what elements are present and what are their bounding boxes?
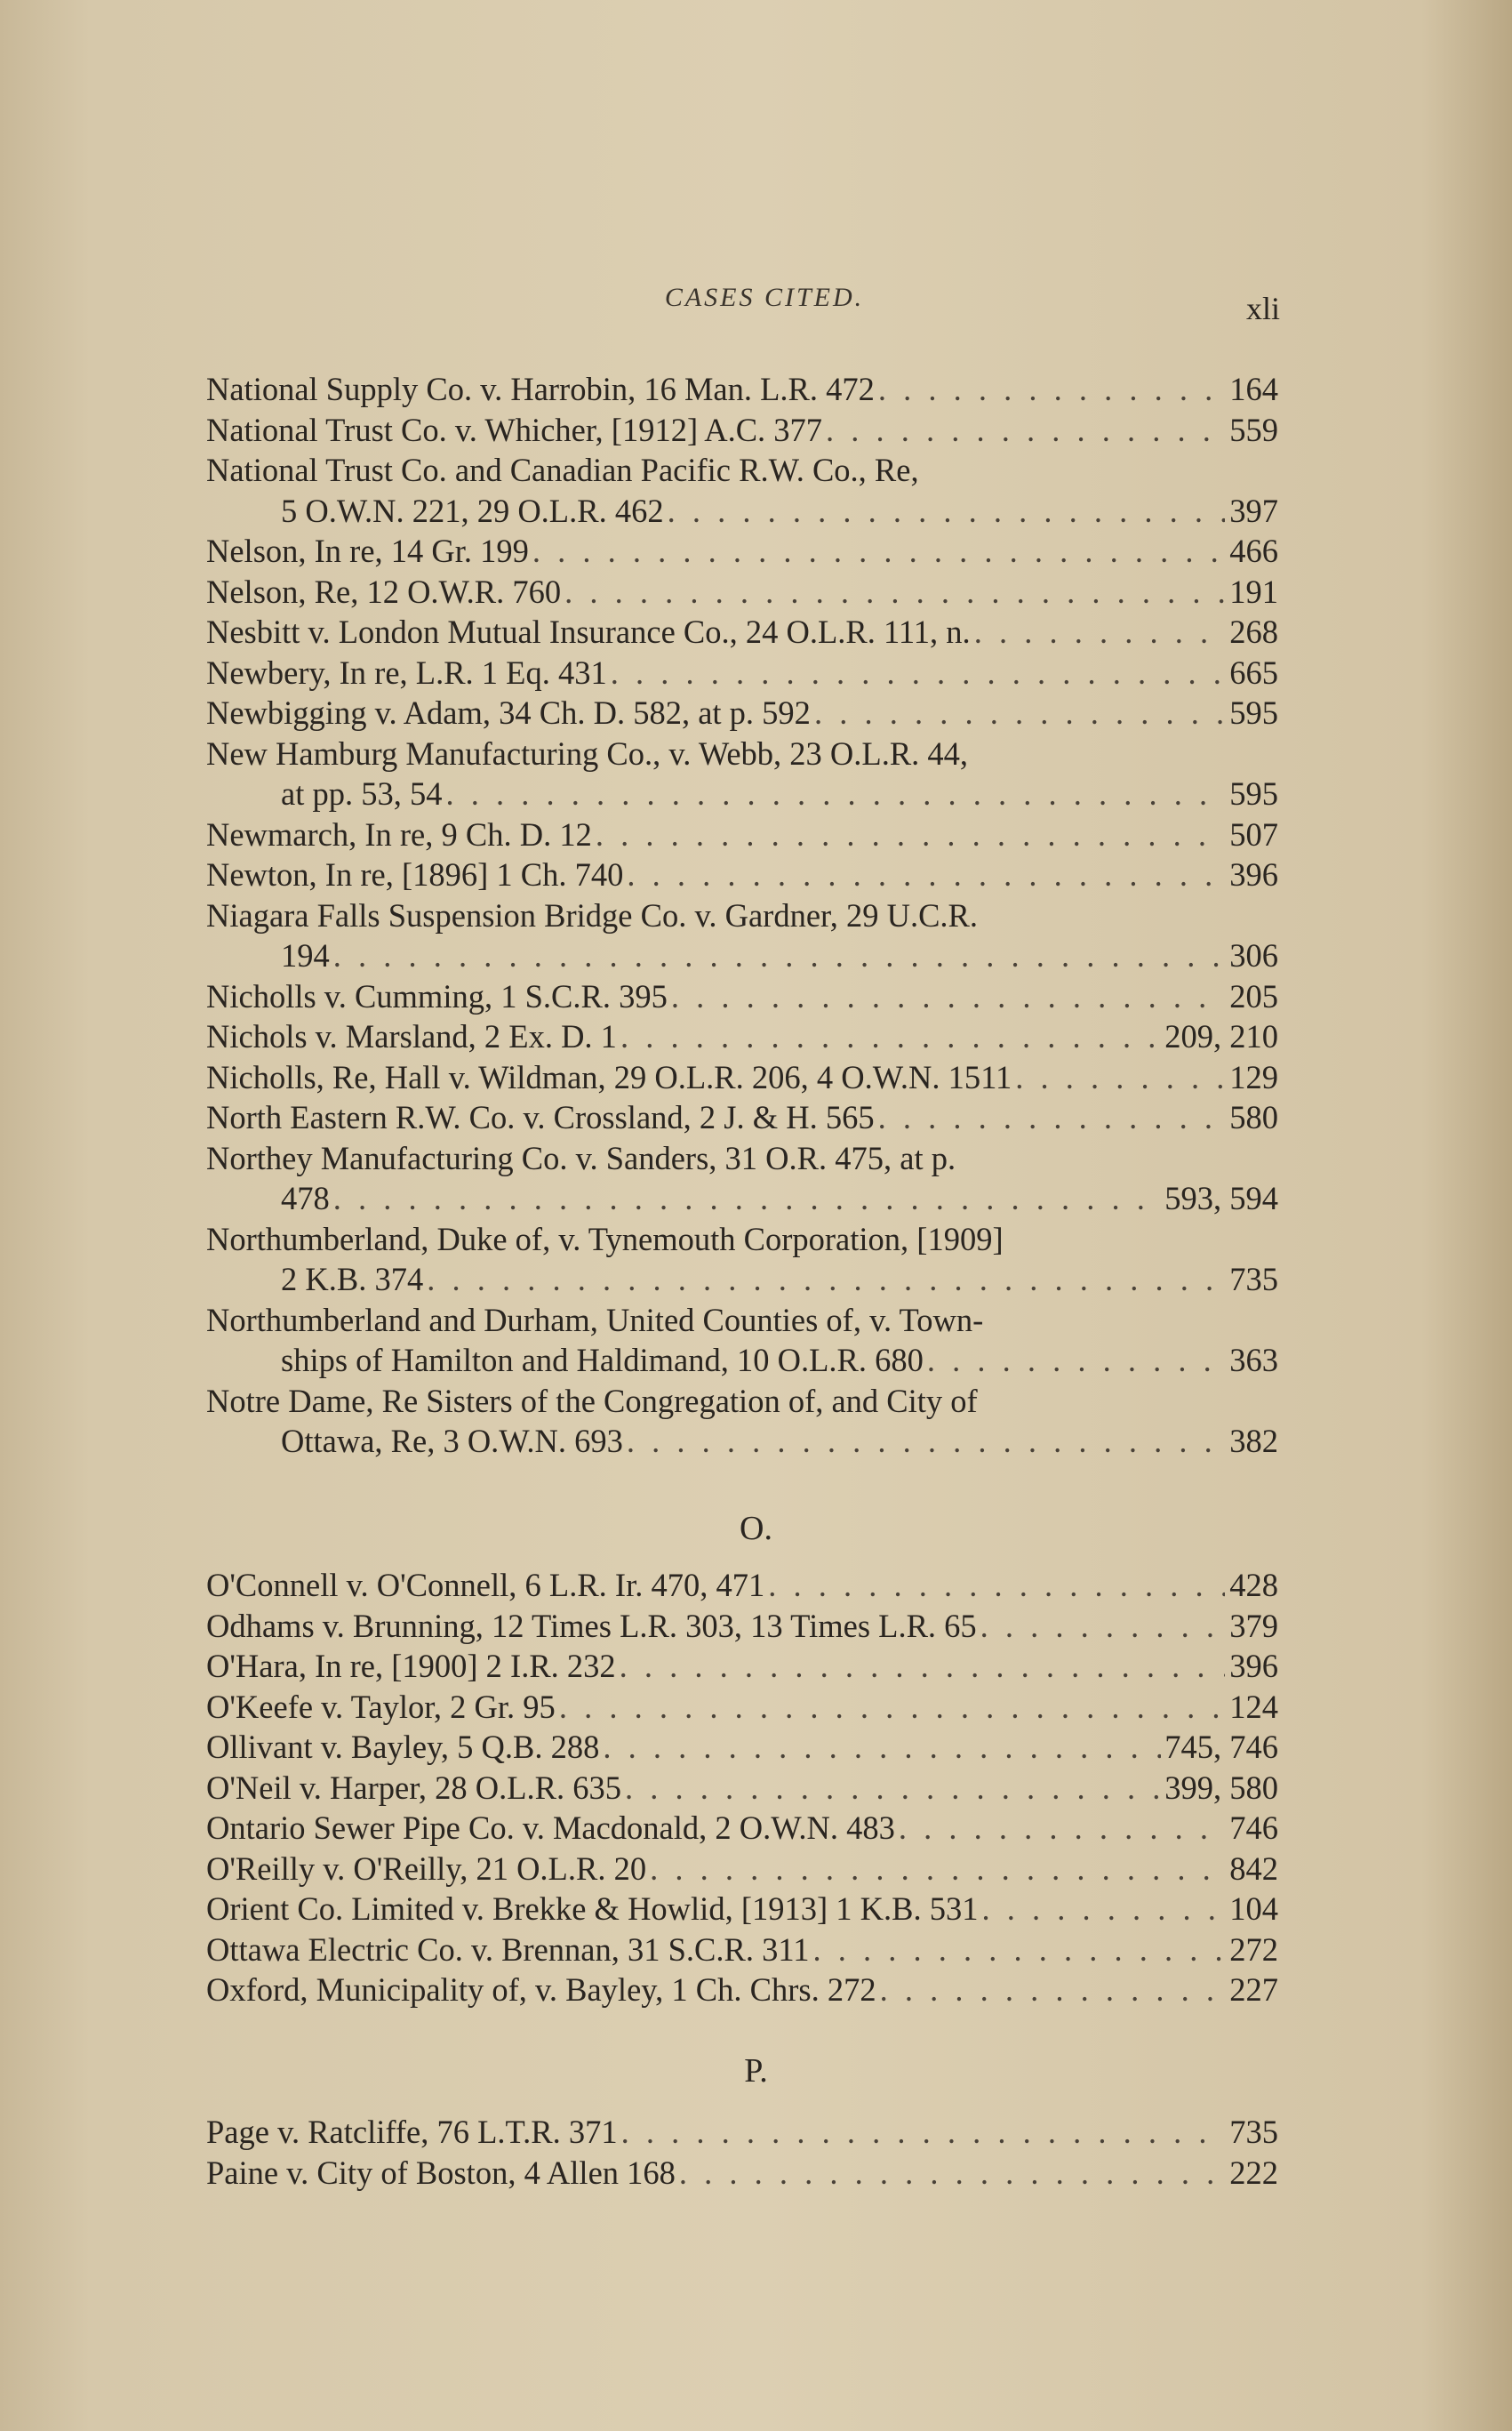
- case-citation-text: Northumberland, Duke of, v. Tynemouth Corporation, [1909]: [206, 1220, 1004, 1257]
- case-citation-text: Nelson, In re, 14 Gr. 199: [206, 533, 529, 569]
- case-citation-text: at pp. 53, 54: [281, 775, 443, 812]
- case-citation-text: Orient Co. Limited v. Brekke & Howlid, [1913] 1 K.B. 531: [206, 1890, 979, 1927]
- dot-leader: [532, 531, 1225, 572]
- dot-leader: [878, 1097, 1225, 1138]
- entry-line: [206, 1381, 1278, 1422]
- page-reference: 124: [1229, 1688, 1278, 1725]
- page-reference: 209, 210: [1164, 1018, 1278, 1055]
- dot-leader: [981, 1889, 1225, 1930]
- index-entry: [206, 1138, 1278, 1219]
- entry-line: [206, 1889, 1278, 1930]
- page-reference: 507: [1229, 815, 1278, 853]
- case-citation-text: Ottawa, Re, 3 O.W.N. 693: [281, 1423, 623, 1459]
- index-entry: [206, 1381, 1278, 1462]
- dot-leader: [620, 1016, 1161, 1057]
- case-citation-text: 2 K.B. 374: [281, 1261, 424, 1297]
- entry-line: [206, 369, 1278, 410]
- running-title: CASES CITED.: [664, 283, 865, 312]
- case-citation-text: National Trust Co. v. Whicher, [1912] A.C. 377: [206, 411, 823, 448]
- dot-leader: [671, 976, 1225, 1017]
- case-citation-text: Newton, In re, [1896] 1 Ch. 740: [206, 856, 624, 893]
- entry-line: [206, 1687, 1278, 1728]
- page-reference: 428: [1229, 1567, 1278, 1603]
- index-entry: [206, 814, 1278, 855]
- case-citation-text: New Hamburg Manufacturing Co., v. Webb, 23 O.L.R. 44,: [206, 734, 969, 772]
- page-header: [0, 283, 1512, 327]
- index-entry: [206, 450, 1278, 531]
- page-reference: 580: [1229, 1099, 1278, 1135]
- page-reference: 205: [1229, 977, 1278, 1015]
- entry-line: [206, 1421, 1278, 1462]
- dot-leader: [668, 491, 1225, 532]
- entry-line: [206, 2153, 1278, 2194]
- index-entry: [206, 531, 1278, 572]
- page-reference: 735: [1229, 2114, 1278, 2150]
- entry-line: [206, 734, 1278, 774]
- page-reference: 665: [1229, 654, 1278, 691]
- index-entry: [206, 653, 1278, 694]
- case-citation-text: Newbery, In re, L.R. 1 Eq. 431: [206, 654, 607, 691]
- entry-line: [206, 2112, 1278, 2153]
- page-reference: 164: [1229, 371, 1278, 407]
- case-citation-text: National Supply Co. v. Harrobin, 16 Man. L.R. 472: [206, 371, 875, 407]
- entry-line: [206, 1646, 1278, 1687]
- case-citation-text: Newmarch, In re, 9 Ch. D. 12: [206, 815, 592, 853]
- index-entry: [206, 1097, 1278, 1138]
- entry-line: [206, 854, 1278, 895]
- case-citation-text: Nesbitt v. London Mutual Insurance Co., 24 O.L.R. 111, n.: [206, 614, 971, 650]
- case-citation-text: Nicholls v. Cumming, 1 S.C.R. 395: [206, 977, 668, 1015]
- dot-leader: [814, 693, 1225, 734]
- entry-line: [206, 1138, 1278, 1179]
- page-reference: 306: [1229, 937, 1278, 974]
- case-citation-text: Odhams v. Brunning, 12 Times L.R. 303, 13 Times L.R. 65: [206, 1607, 977, 1644]
- page-reference: 104: [1229, 1890, 1278, 1927]
- index-entry: [206, 1930, 1278, 1970]
- case-citation-text: Nelson, Re, 12 O.W.R. 760: [206, 573, 562, 610]
- index-entry: [206, 1219, 1278, 1300]
- index-entry: [206, 1300, 1278, 1381]
- index-section-p: [206, 2112, 1278, 2193]
- index-entry: [206, 1687, 1278, 1728]
- dot-leader: [564, 572, 1225, 613]
- page-reference: 379: [1229, 1607, 1278, 1644]
- entry-line: [206, 1178, 1278, 1219]
- page-reference: 396: [1229, 856, 1278, 893]
- case-citation-text: Paine v. City of Boston, 4 Allen 168: [206, 2154, 676, 2191]
- index-entry: [206, 572, 1278, 613]
- entry-line: [206, 531, 1278, 572]
- dot-leader: [333, 1178, 1162, 1219]
- index-entry: [206, 1565, 1278, 1606]
- dot-leader: [603, 1727, 1161, 1768]
- case-citation-text: Ollivant v. Bayley, 5 Q.B. 288: [206, 1729, 600, 1765]
- entry-line: [206, 410, 1278, 451]
- page-reference: 559: [1229, 411, 1278, 448]
- entry-line: [206, 1849, 1278, 1889]
- case-citation-text: Page v. Ratcliffe, 76 L.T.R. 371: [206, 2114, 618, 2150]
- page-reference: 268: [1229, 614, 1278, 650]
- case-citation-text: Niagara Falls Suspension Bridge Co. v. Gardner, 29 U.C.R.: [206, 896, 979, 934]
- page-number: xli: [1245, 291, 1280, 326]
- page-reference: 746: [1229, 1809, 1278, 1846]
- page-reference: 396: [1229, 1648, 1278, 1684]
- entry-line: [206, 491, 1278, 532]
- entry-line: [206, 895, 1278, 936]
- dot-leader: [650, 1849, 1225, 1889]
- case-citation-text: ships of Hamilton and Haldimand, 10 O.L.R. 680: [281, 1342, 924, 1378]
- dot-leader: [621, 2112, 1225, 2153]
- case-citation-text: O'Neil v. Harper, 28 O.L.R. 635: [206, 1769, 622, 1806]
- page-reference: 745, 746: [1164, 1729, 1278, 1765]
- index-entry: [206, 976, 1278, 1017]
- case-citation-text: O'Connell v. O'Connell, 6 L.R. Ir. 470, 471: [206, 1567, 765, 1603]
- index-entry: [206, 1808, 1278, 1849]
- entry-line: [206, 814, 1278, 855]
- index-entry: [206, 895, 1278, 976]
- case-citation-text: Newbigging v. Adam, 34 Ch. D. 582, at p. 592: [206, 694, 811, 731]
- entry-line: [206, 1727, 1278, 1768]
- section-heading-o: O.: [740, 1510, 772, 1547]
- entry-line: [206, 612, 1278, 653]
- entry-line: [206, 774, 1278, 814]
- page-reference: 595: [1229, 694, 1278, 731]
- index-entry: [206, 1646, 1278, 1687]
- index-entry: [206, 2153, 1278, 2194]
- entry-line: [206, 1606, 1278, 1647]
- dot-leader: [611, 653, 1225, 694]
- index-entry: [206, 1889, 1278, 1930]
- dot-leader: [596, 814, 1225, 855]
- dot-leader: [826, 410, 1225, 451]
- entry-line: [206, 1565, 1278, 1606]
- page-reference: 466: [1229, 533, 1278, 569]
- page-reference: 191: [1229, 573, 1278, 610]
- case-citation-text: Oxford, Municipality of, v. Bayley, 1 Ch. Chrs. 272: [206, 1971, 876, 2008]
- dot-leader: [620, 1646, 1225, 1687]
- case-citation-text: Northumberland and Durham, United Counties of, v. Town-: [206, 1301, 984, 1338]
- dot-leader: [627, 1421, 1225, 1462]
- page-reference: 363: [1229, 1342, 1278, 1378]
- case-citation-text: Ontario Sewer Pipe Co. v. Macdonald, 2 O.W.N. 483: [206, 1809, 895, 1846]
- index-entry: [206, 1016, 1278, 1057]
- page-reference: 382: [1229, 1423, 1278, 1459]
- page-reference: 399, 580: [1164, 1769, 1278, 1806]
- dot-leader: [878, 369, 1225, 410]
- index-entry: [206, 612, 1278, 653]
- index-entry: [206, 1606, 1278, 1647]
- entry-line: [206, 1259, 1278, 1300]
- case-citation-text: 194: [281, 937, 330, 974]
- entry-line: [206, 1808, 1278, 1849]
- case-citation-text: O'Keefe v. Taylor, 2 Gr. 95: [206, 1688, 556, 1725]
- entry-line: [206, 1768, 1278, 1809]
- entry-line: [206, 1970, 1278, 2010]
- dot-leader: [768, 1565, 1225, 1606]
- entry-line: [206, 1219, 1278, 1260]
- index-entry: [206, 1970, 1278, 2010]
- dot-leader: [427, 1259, 1225, 1300]
- case-citation-text: Ottawa Electric Co. v. Brennan, 31 S.C.R. 311: [206, 1930, 810, 1968]
- index-entry: [206, 1057, 1278, 1098]
- entry-line: [206, 693, 1278, 734]
- entry-line: [206, 1097, 1278, 1138]
- page-reference: 129: [1229, 1058, 1278, 1095]
- entry-line: [206, 572, 1278, 613]
- case-citation-text: O'Hara, In re, [1900] 2 I.R. 232: [206, 1648, 616, 1684]
- dot-leader: [333, 935, 1225, 976]
- index-entry: [206, 1727, 1278, 1768]
- entry-line: [206, 450, 1278, 491]
- index-entry: [206, 1849, 1278, 1889]
- index-entry: [206, 410, 1278, 451]
- index-entry: [206, 734, 1278, 814]
- section-heading-p: P.: [744, 2052, 768, 2090]
- entry-line: [206, 1930, 1278, 1970]
- dot-leader: [559, 1687, 1225, 1728]
- page-reference: 272: [1229, 1930, 1278, 1968]
- entry-line: [206, 1300, 1278, 1341]
- case-citation-text: Nicholls, Re, Hall v. Wildman, 29 O.L.R. 206, 4 O.W.N. 1511: [206, 1058, 1012, 1095]
- dot-leader: [445, 774, 1225, 814]
- dot-leader: [1015, 1057, 1225, 1098]
- entry-line: [206, 653, 1278, 694]
- index-entry: [206, 2112, 1278, 2153]
- dot-leader: [679, 2153, 1225, 2194]
- case-citation-text: Nichols v. Marsland, 2 Ex. D. 1: [206, 1018, 617, 1055]
- index-entry: [206, 1768, 1278, 1809]
- dot-leader: [927, 1340, 1225, 1381]
- case-citation-text: North Eastern R.W. Co. v. Crossland, 2 J. & H. 565: [206, 1099, 875, 1135]
- case-citation-text: Northey Manufacturing Co. v. Sanders, 31 O.R. 475, at p.: [206, 1139, 956, 1176]
- dot-leader: [974, 612, 1225, 653]
- dot-leader: [625, 1768, 1161, 1809]
- page-reference: 842: [1229, 1849, 1278, 1887]
- page-reference: 397: [1229, 492, 1278, 529]
- dot-leader: [627, 854, 1225, 895]
- case-citation-text: O'Reilly v. O'Reilly, 21 O.L.R. 20: [206, 1849, 647, 1887]
- case-citation-text: 5 O.W.N. 221, 29 O.L.R. 462: [281, 492, 664, 529]
- index-entry: [206, 854, 1278, 895]
- entry-line: [206, 1016, 1278, 1057]
- dot-leader: [813, 1930, 1225, 1970]
- index-section-o: [206, 1565, 1278, 2010]
- page-reference: 222: [1229, 2154, 1278, 2191]
- page-reference: 593, 594: [1164, 1180, 1278, 1216]
- case-citation-text: 478: [281, 1180, 330, 1216]
- entry-line: [206, 1340, 1278, 1381]
- page-reference: 735: [1229, 1261, 1278, 1297]
- case-citation-text: National Trust Co. and Canadian Pacific R.W. Co., Re,: [206, 452, 919, 488]
- entry-line: [206, 935, 1278, 976]
- entry-line: [206, 1057, 1278, 1098]
- index-entry: [206, 369, 1278, 410]
- dot-leader: [980, 1606, 1225, 1647]
- dot-leader: [899, 1808, 1225, 1849]
- index-section-n: [206, 369, 1278, 1462]
- dot-leader: [880, 1970, 1225, 2010]
- page-reference: 595: [1229, 775, 1278, 812]
- index-entry: [206, 693, 1278, 734]
- page-reference: 227: [1229, 1971, 1278, 2008]
- case-citation-text: Notre Dame, Re Sisters of the Congregation of, and City of: [206, 1382, 978, 1419]
- entry-line: [206, 976, 1278, 1017]
